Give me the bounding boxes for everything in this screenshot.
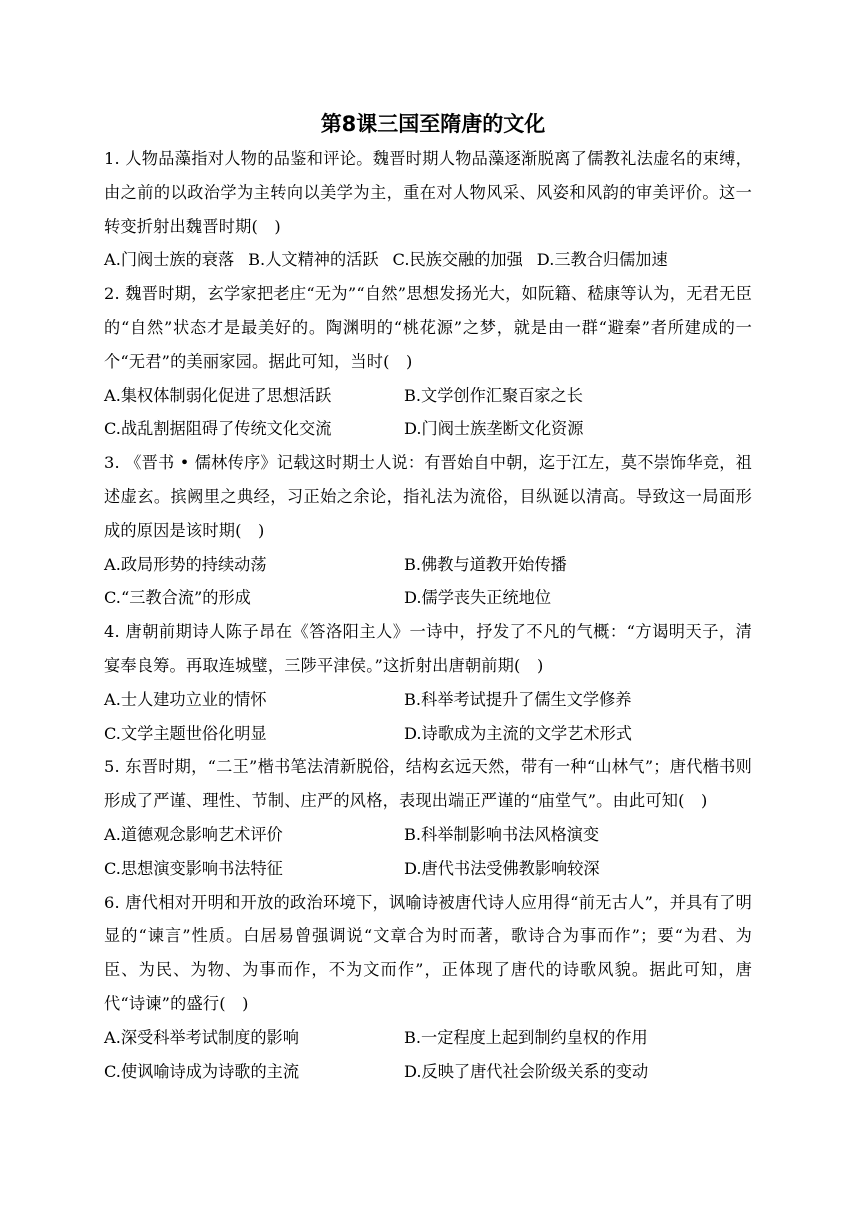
question-5: [104, 750, 752, 885]
option-c: C.文学主题世俗化明显: [104, 723, 267, 743]
question-stem: 1. 人物品藻指对人物的品鉴和评论。魏晋时期人物品藻逐渐脱离了儒教礼法虚名的束缚，由之前的以政治学为主转向以美学为主，重在对人物风采、风姿和风韵的审美评价。这一转变折射出魏晋时期( ): [104, 149, 752, 236]
question-6: [104, 886, 752, 1089]
option-list: [104, 818, 752, 886]
option-b: B.科举制影响书法风格演变: [404, 824, 600, 844]
question-stem: 4. 唐朝前期诗人陈子昂在《答洛阳主人》一诗中，抒发了不凡的气概：“方谒明天子，清宴奉良筹。再取连城璧，三陟平津侯。”这折射出唐朝前期( ): [104, 622, 752, 675]
option-d: D.反映了唐代社会阶级关系的变动: [404, 1061, 649, 1081]
option-c: C.“三教合流”的形成: [104, 588, 251, 608]
option-b: B.文学创作汇聚百家之长: [404, 385, 583, 405]
option-b: B.人文精神的活跃: [248, 250, 379, 270]
option-b: B.一定程度上起到制约皇权的作用: [404, 1027, 648, 1047]
question-stem: 3. 《晋书 • 儒林传序》记载这时期士人说：有晋始自中朝，迄于江左，莫不崇饰华竞，祖述虚玄。摈阙里之典经，习正始之余论，指礼法为流俗，目纵诞以清高。导致这一局面形成的原因是该时期( ): [104, 453, 752, 540]
option-a: A.集权体制弱化促进了思想活跃: [104, 385, 332, 405]
question-stem: 5. 东晋时期，“二王”楷书笔法清新脱俗，结构玄远天然，带有一种“山林气”；唐代楷书则形成了严谨、理性、节制、庄严的风格，表现出端正严谨的“庙堂气”。由此可知( ): [104, 757, 752, 811]
option-d: D.门阀士族垄断文化资源: [404, 419, 584, 439]
question-stem: 6. 唐代相对开明和开放的政治环境下，讽喻诗被唐代诗人应用得“前无古人”，并具有了明显的“谏言”性质。白居易曾强调说“文章合为时而著，歌诗合为事而作”；要“为君、为臣、为民、为物、为事而作，不为文而作”，正体现了唐代的诗歌风貌。据此可知，唐代“诗谏”的盛行( ): [104, 892, 752, 1013]
option-a: A.门阀士族的衰落: [104, 250, 235, 270]
question-1: [104, 142, 752, 277]
option-a: A.道德观念影响艺术评价: [104, 824, 283, 844]
option-c: C.战乱割据阻碍了传统文化交流: [104, 419, 332, 439]
question-stem: 2. 魏晋时期，玄学家把老庄“无为”“自然”思想发扬光大，如阮籍、嵇康等认为，无君无臣的“自然”状态才是最美好的。陶渊明的“桃花源”之梦，就是由一群“避秦”者所建成的一个“无君”的美丽家园。据此可知，当时( ): [104, 284, 752, 371]
option-d: D.唐代书法受佛教影响较深: [404, 858, 600, 878]
option-c: C.使讽喻诗成为诗歌的主流: [104, 1061, 300, 1081]
question-4: [104, 615, 752, 750]
option-list: [104, 1021, 752, 1089]
option-d: D.诗歌成为主流的文学艺术形式: [404, 723, 632, 743]
option-list: [104, 683, 752, 751]
question-2: [104, 277, 752, 446]
option-d: D.三教合归儒加速: [536, 250, 668, 270]
option-a: A.政局形势的持续动荡: [104, 554, 267, 574]
option-list: [104, 243, 752, 277]
option-b: B.科举考试提升了儒生文学修养: [404, 689, 632, 709]
option-c: C.思想演变影响书法特征: [104, 858, 283, 878]
option-list: [104, 379, 752, 447]
option-c: C.民族交融的加强: [392, 250, 523, 270]
question-3: [104, 446, 752, 615]
option-list: [104, 548, 752, 616]
option-a: A.士人建功立业的情怀: [104, 689, 267, 709]
option-b: B.佛教与道教开始传播: [404, 554, 567, 574]
lesson-title: 第8课三国至隋唐的文化: [320, 112, 546, 136]
document-page: [104, 108, 752, 1088]
option-a: A.深受科举考试制度的影响: [104, 1027, 299, 1047]
option-d: D.儒学丧失正统地位: [404, 588, 552, 608]
